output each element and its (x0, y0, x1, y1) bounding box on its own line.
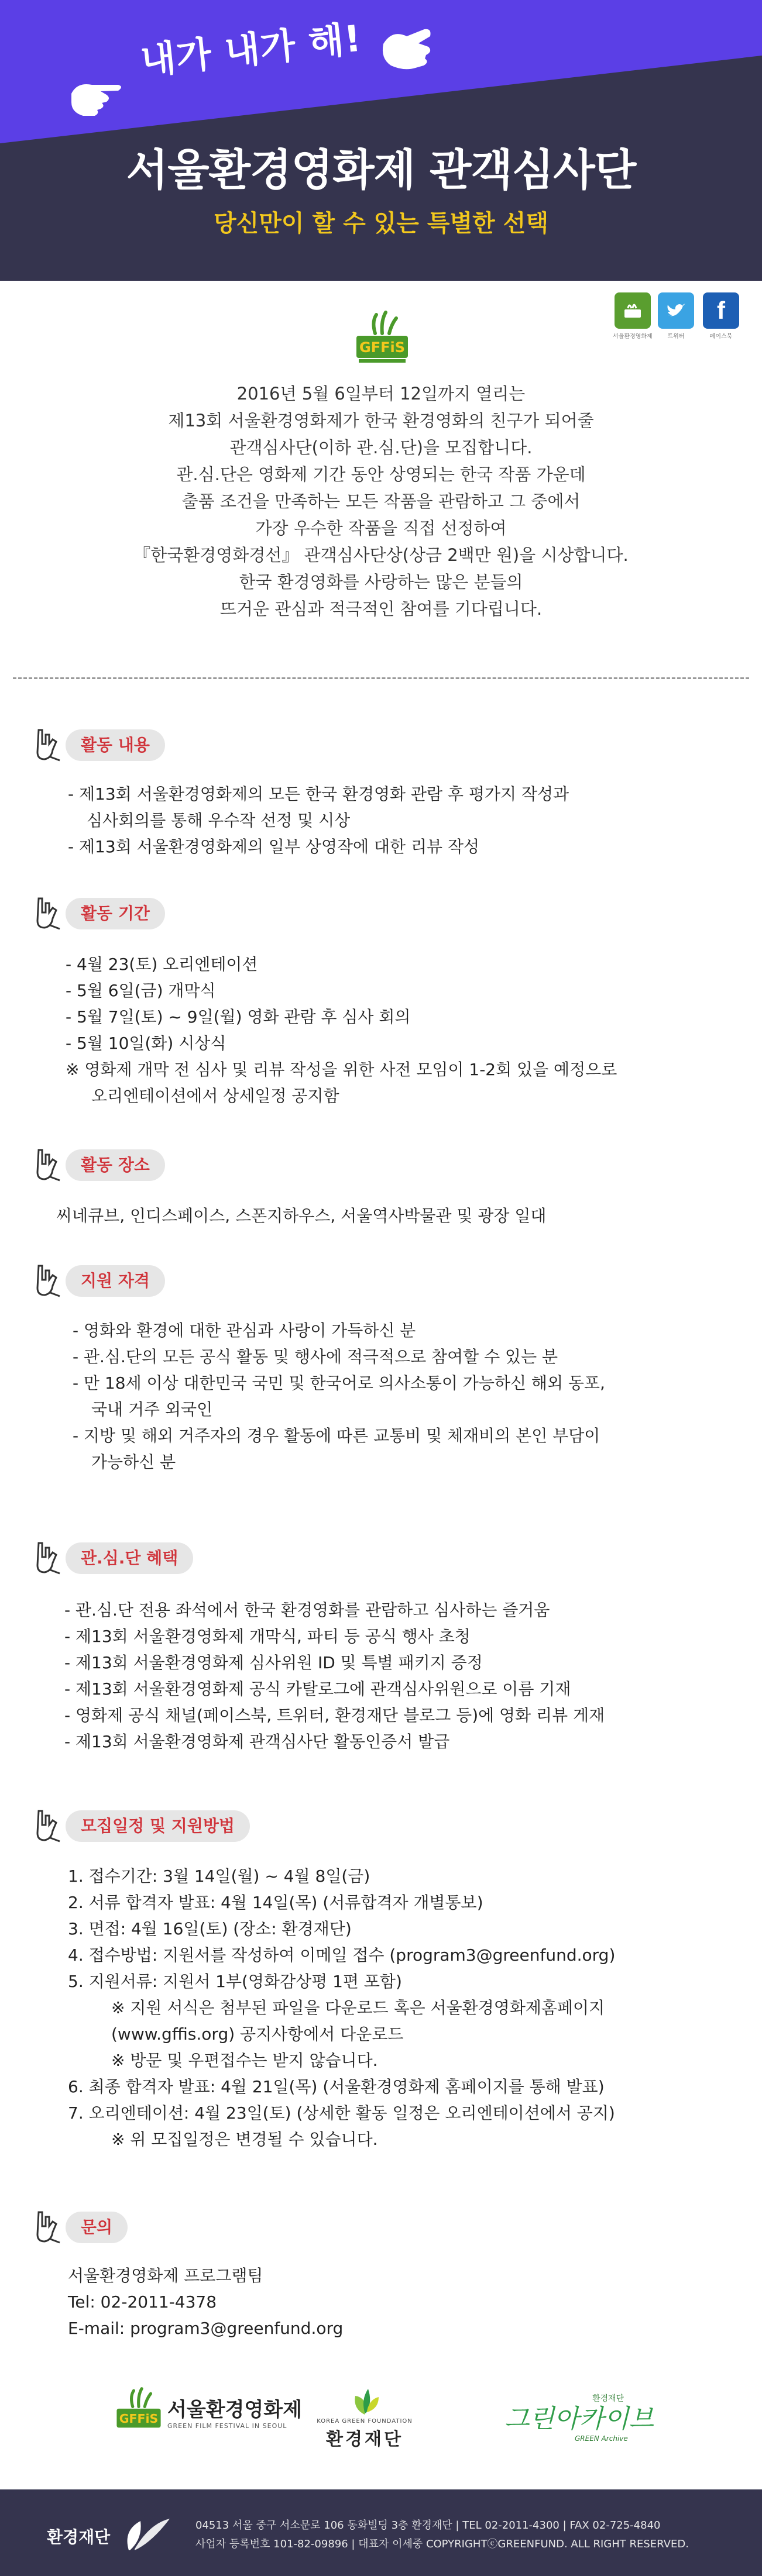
social-link-twitter[interactable] (658, 292, 694, 340)
section-place-heading (30, 1146, 165, 1184)
list-item: - 5월 10일(화) 시상식 (66, 1034, 226, 1053)
intro-line: 출품 조건을 만족하는 모든 작품을 관람하고 그 중에서 (181, 491, 581, 511)
intro-line: 제13회 서울환경영화제가 한국 환경영화의 친구가 되어줄 (168, 411, 594, 431)
archive-name: 그린아카이브 (504, 2404, 654, 2434)
footer-address: 04513 서울 중구 서소문로 106 동화빌딩 3층 환경재단 | TEL 02-2011-4300 | FAX 02-725-4840 (195, 2519, 661, 2532)
list-item: 심사회의를 통해 우수작 선정 및 시상 (87, 811, 351, 830)
list-item: - 제13회 서울환경영화제의 일부 상영작에 대한 리뷰 작성 (68, 837, 480, 856)
gffis-footer-logo (115, 2386, 302, 2437)
list-item: - 관.심.단 전용 좌석에서 한국 환경영화를 관람하고 심사하는 즐거움 (64, 1600, 550, 1620)
intro-line: 한국 환경영화를 사랑하는 많은 분들의 (239, 572, 523, 592)
list-item: 가능하신 분 (91, 1452, 176, 1472)
list-item: - 제13회 서울환경영화제 심사위원 ID 및 특별 패키지 증정 (64, 1653, 483, 1672)
list-item: - 4월 23(토) 오리엔테이션 (66, 955, 258, 974)
list-item: - 제13회 서울환경영화제 개막식, 파티 등 공식 행사 초청 (64, 1627, 471, 1646)
section-period-body (66, 951, 617, 1109)
note: ※ 영화제 개막 전 심사 및 리뷰 작성을 위한 사전 모임이 1-2회 있을 예정으로 (66, 1060, 617, 1079)
contact-phone[interactable]: Tel: 02-2011-4378 (68, 2292, 217, 2312)
list-item: 2. 서류 합격자 발표: 4월 14일(목) (서류합격자 개별통보) (68, 1893, 483, 1912)
archive-en: GREEN Archive (575, 2434, 628, 2443)
list-item: - 영화제 공식 채널(페이스북, 트위터, 환경재단 블로그 등)에 영화 리뷰 게재 (64, 1706, 605, 1725)
list-item: - 5월 6일(금) 개막식 (66, 981, 216, 1000)
page-subtitle: 당신만이 할 수 있는 특별한 선택 (214, 210, 548, 237)
list-item: 4. 접수방법: 지원서를 작성하여 이메일 접수 (program3@greenfund.org) (68, 1945, 616, 1965)
twitter-icon (658, 292, 694, 329)
section-place-body (56, 1203, 546, 1229)
section-benefits-heading (30, 1540, 193, 1577)
list-item: - 관.심.단의 모든 공식 활동 및 행사에 적극적으로 참여할 수 있는 분 (73, 1347, 558, 1366)
rock-hand-icon (30, 1146, 62, 1184)
section-title: 문의 (66, 2212, 128, 2243)
gffis-footer-name: 서울환경영화제 (167, 2398, 302, 2422)
list-item: - 5월 7일(토) ~ 9일(월) 영화 관람 후 심사 회의 (66, 1007, 411, 1027)
hero-banner (0, 0, 762, 281)
thumb-hand-icon (375, 23, 439, 76)
section-benefits-body (64, 1597, 605, 1755)
note: 오리엔테이션에서 상세일정 공지함 (91, 1086, 339, 1106)
social-caption: 페이스북 (709, 333, 733, 340)
section-title: 지원 자격 (66, 1265, 165, 1297)
social-caption: 트위터 (667, 333, 685, 340)
list-item: - 제13회 서울환경영화제 관객심사단 활동인증서 발급 (64, 1732, 450, 1751)
intro-line: 가장 우수한 작품을 직접 선정하여 (255, 518, 507, 538)
list-item: 6. 최종 합격자 발표: 4월 21일(목) (서울환경영화제 홈페이지를 통해 발표) (68, 2077, 605, 2096)
list-item: 5. 지원서류: 지원서 1부(영화감상평 1편 포함) (68, 1972, 402, 1991)
gffis-mark-text: GFFiS (119, 2411, 159, 2426)
rock-hand-icon (30, 1262, 62, 1300)
rock-hand-icon (30, 1540, 62, 1577)
list-item: 3. 면접: 4월 16일(토) (장소: 환경재단) (68, 1919, 352, 1938)
section-period-heading (30, 895, 165, 932)
contact-email[interactable]: E-mail: program3@greenfund.org (68, 2319, 344, 2338)
list-item: - 만 18세 이상 대한민국 국민 및 한국어로 의사소통이 가능하신 해외 동포, (73, 1373, 605, 1393)
social-link-gffis[interactable] (613, 292, 653, 340)
foundation-en: KOREA GREEN FOUNDATION (317, 2418, 413, 2425)
section-contact-body (68, 2262, 343, 2341)
social-caption: 서울환경영화제 (613, 333, 653, 340)
leaf-icon (347, 2385, 382, 2416)
footer-copyright: 사업자 등록번호 101-82-09896 | 대표자 이세중 COPYRIGHTⓒGREENFUND. ALL RIGHT RESERVED. (195, 2538, 689, 2550)
list-item: 씨네큐브, 인디스페이스, 스폰지하우스, 서울역사박물관 및 광장 일대 (56, 1206, 547, 1225)
section-qualification-body (73, 1317, 605, 1475)
list-item: - 제13회 서울환경영화제 공식 카탈로그에 관객심사위원으로 이름 기재 (64, 1679, 571, 1699)
footer-foundation-name: 환경재단 (47, 2527, 111, 2547)
section-schedule-body (68, 1863, 615, 2153)
note: (www.gffis.org) 공지사항에서 다운로드 (111, 2024, 404, 2044)
archive-small: 환경재단 (592, 2394, 624, 2403)
section-activity-heading (30, 726, 165, 764)
rock-hand-icon (30, 1807, 62, 1845)
intro-line: 관객심사단(이하 관.심.단)을 모집합니다. (229, 438, 533, 457)
section-activity-body (68, 781, 569, 860)
social-link-facebook[interactable] (703, 292, 739, 340)
intro-line: 2016년 5월 6일부터 12일까지 열리는 (236, 384, 526, 404)
section-contact-heading (30, 2209, 128, 2246)
section-qualification-heading (30, 1262, 165, 1300)
section-divider (13, 677, 749, 679)
gffis-footer-en: GREEN FILM FESTIVAL IN SEOUL (167, 2422, 287, 2430)
section-title: 관.심.단 혜택 (66, 1542, 193, 1574)
hero-kicker: 내가 내가 해! (138, 16, 364, 82)
section-title: 활동 내용 (66, 729, 165, 761)
section-title: 모집일정 및 지원방법 (66, 1810, 250, 1842)
section-title: 활동 장소 (66, 1149, 165, 1181)
rock-hand-icon (30, 895, 62, 932)
section-title: 활동 기간 (66, 898, 165, 929)
green-foundation-logo (309, 2385, 420, 2450)
intro-line: 『한국환경영화경선』 관객심사단상(상금 2백만 원)을 시상합니다. (133, 545, 629, 565)
intro-text (0, 380, 762, 622)
list-item: 7. 오리엔테이션: 4월 23일(토) (상세한 활동 일정은 오리엔테이션에서 공지) (68, 2103, 615, 2123)
intro-line: 뜨거운 관심과 적극적인 참여를 기다립니다. (219, 599, 543, 619)
gffis-icon (615, 292, 651, 329)
page-title: 서울환경영화제 관객심사단 (126, 145, 636, 195)
pointing-hand-icon (66, 70, 130, 123)
facebook-icon: f (703, 292, 739, 329)
intro-line: 관.심.단은 영화제 기간 동안 상영되는 한국 작품 가운데 (176, 464, 586, 484)
footer-info (195, 2516, 689, 2554)
gffis-logo-text: GFFiS (359, 339, 405, 356)
note: ※ 위 모집일정은 변경될 수 있습니다. (111, 2130, 378, 2149)
gffis-mark-icon (115, 2386, 163, 2437)
list-item: 국내 거주 외국인 (91, 1400, 213, 1419)
green-archive-logo (504, 2392, 654, 2443)
rock-hand-icon (30, 726, 62, 764)
gffis-logo (354, 310, 410, 369)
list-item: - 제13회 서울환경영화제의 모든 한국 환경영화 관람 후 평가지 작성과 (68, 784, 569, 804)
list-item: - 지방 및 해외 거주자의 경우 활동에 따른 교통비 및 체재비의 본인 부담이 (73, 1426, 600, 1445)
footer (0, 2489, 762, 2576)
note: ※ 지원 서식은 첨부된 파일을 다운로드 혹은 서울환경영화제홈페이지 (111, 1998, 605, 2017)
list-item: - 영화와 환경에 대한 관심과 사랑이 가득하신 분 (73, 1321, 416, 1340)
foundation-name: 환경재단 (326, 2429, 403, 2450)
rock-hand-icon (30, 2209, 62, 2246)
note: ※ 방문 및 우편접수는 받지 않습니다. (111, 2051, 378, 2070)
section-schedule-heading (30, 1807, 250, 1845)
contact-team: 서울환경영화제 프로그램팀 (68, 2266, 263, 2285)
list-item: 1. 접수기간: 3월 14일(월) ~ 4월 8일(금) (68, 1866, 370, 1886)
footer-leaf-icon (117, 2513, 176, 2554)
